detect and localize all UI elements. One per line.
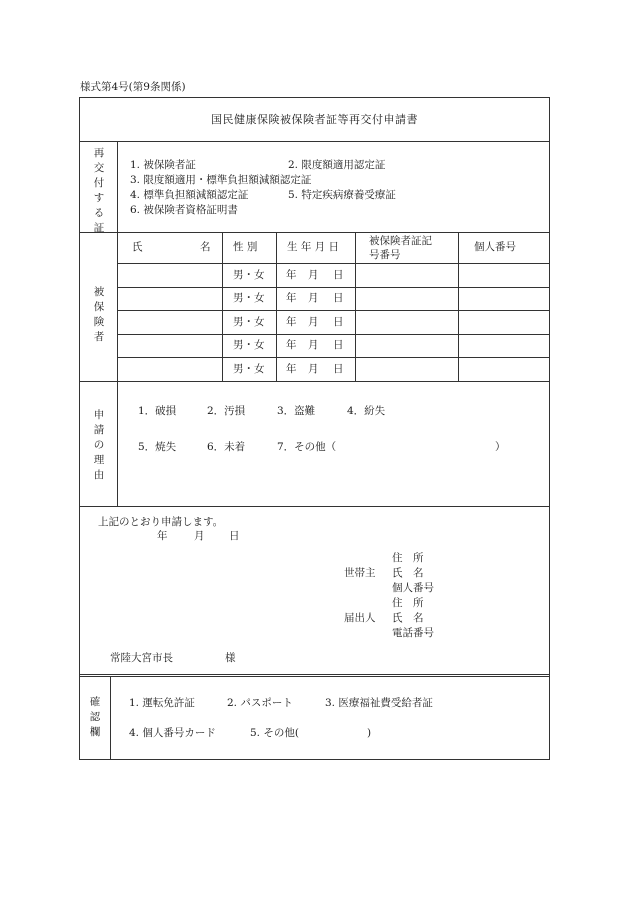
reissue-item[interactable]: 1. 被保険者証 [130, 159, 196, 171]
reissue-item[interactable]: 4. 標準負担額減額認定証 [130, 189, 249, 201]
reissue-item[interactable]: 6. 被保険者資格証明書 [130, 204, 238, 216]
reason-item[interactable]: 1．破損 [138, 405, 177, 417]
reissue-item[interactable]: 2. 限度額適用認定証 [288, 159, 386, 171]
insured-col-line [355, 232, 356, 381]
insured-col-line [276, 232, 277, 381]
confirm-item[interactable]: 2. パスポート [227, 697, 293, 709]
row-month: 月 [308, 292, 319, 304]
label-column-line [117, 141, 118, 506]
confirm-item[interactable]: 3. 医療福祉費受給者証 [325, 697, 433, 709]
honorific: 様 [225, 652, 236, 664]
reason-item[interactable]: 2．汚損 [207, 405, 246, 417]
reason-label: 申 請 の 理 由 [93, 409, 105, 481]
row-day: 日 [333, 363, 344, 375]
insured-col-line [458, 232, 459, 381]
insured-row-line [117, 287, 549, 288]
row-year: 年 [286, 363, 297, 375]
date-month: 月 [194, 530, 205, 542]
confirm-item[interactable]: 5. その他( [250, 727, 299, 739]
row-day: 日 [333, 292, 344, 304]
applicant-name-label: 氏 名 [392, 612, 424, 624]
row-month: 月 [308, 269, 319, 281]
divider-title [80, 141, 549, 142]
confirm-label-line [110, 676, 111, 760]
header-personal-no: 個人番号 [474, 241, 516, 253]
form-number: 様式第4号(第9条関係) [80, 81, 186, 93]
row-year: 年 [286, 269, 297, 281]
divider-insured [80, 381, 549, 382]
reason-item[interactable]: 6．未着 [207, 441, 246, 453]
header-insured-no: 被保険者証記 [369, 235, 432, 247]
applicant-phone-label: 電話番号 [392, 627, 434, 639]
applicant-label: 届出人 [344, 612, 376, 624]
date-year: 年 [157, 530, 168, 542]
confirm-label: 確 認 欄 [89, 696, 101, 738]
insured-label: 被 保 険 者 [93, 286, 105, 343]
header-name-1: 氏 [132, 241, 143, 253]
row-year: 年 [286, 316, 297, 328]
addressee: 常陸大宮市長 [110, 652, 173, 664]
row-month: 月 [308, 339, 319, 351]
reason-item[interactable]: 5．焼失 [138, 441, 177, 453]
header-insured-no: 号番号 [369, 249, 401, 261]
form-title: 国民健康保険被保険者証等再交付申請書 [211, 113, 418, 126]
row-gender[interactable]: 男・女 [233, 339, 265, 351]
divider-reason [80, 506, 549, 507]
reissue-item[interactable]: 5. 特定疾病療養受療証 [288, 189, 396, 201]
divider-declaration-a [80, 674, 549, 675]
row-day: 日 [333, 339, 344, 351]
application-form [79, 97, 550, 760]
header-gender: 性 別 [233, 241, 258, 253]
reissue-item[interactable]: 3. 限度額適用・標準負担額減額認定証 [130, 174, 312, 186]
reason-item[interactable]: 4．紛失 [347, 405, 386, 417]
row-month: 月 [308, 363, 319, 375]
insured-row-line [117, 357, 549, 358]
confirm-close-paren: ) [367, 727, 372, 739]
reason-item[interactable]: 7．その他（ [277, 441, 337, 453]
declaration-text: 上記のとおり申請します。 [98, 516, 224, 528]
householder-address-label: 住 所 [392, 552, 424, 564]
row-day: 日 [333, 269, 344, 281]
row-gender[interactable]: 男・女 [233, 363, 265, 375]
insured-col-line [222, 232, 223, 381]
insured-row-line [117, 310, 549, 311]
date-day: 日 [229, 530, 240, 542]
divider-reissue [80, 232, 549, 233]
householder-name-label: 氏 名 [392, 567, 424, 579]
applicant-address-label: 住 所 [392, 597, 424, 609]
householder-label: 世帯主 [344, 567, 376, 579]
reissue-label: 再 交 付 す る 証 [93, 147, 105, 234]
insured-row-line [117, 334, 549, 335]
row-gender[interactable]: 男・女 [233, 269, 265, 281]
confirm-item[interactable]: 1. 運転免許証 [129, 697, 195, 709]
confirm-item[interactable]: 4. 個人番号カード [129, 727, 216, 739]
divider-declaration-b [80, 676, 549, 677]
row-gender[interactable]: 男・女 [233, 292, 265, 304]
row-gender[interactable]: 男・女 [233, 316, 265, 328]
header-birthdate: 生 年 月 日 [287, 241, 340, 253]
row-month: 月 [308, 316, 319, 328]
row-year: 年 [286, 292, 297, 304]
householder-personal-no-label: 個人番号 [392, 582, 434, 594]
reason-item[interactable]: 3．盗難 [277, 405, 316, 417]
row-year: 年 [286, 339, 297, 351]
row-day: 日 [333, 316, 344, 328]
header-name-2: 名 [200, 241, 211, 253]
reason-close-paren: ） [495, 441, 506, 453]
insured-header-line [117, 263, 549, 264]
